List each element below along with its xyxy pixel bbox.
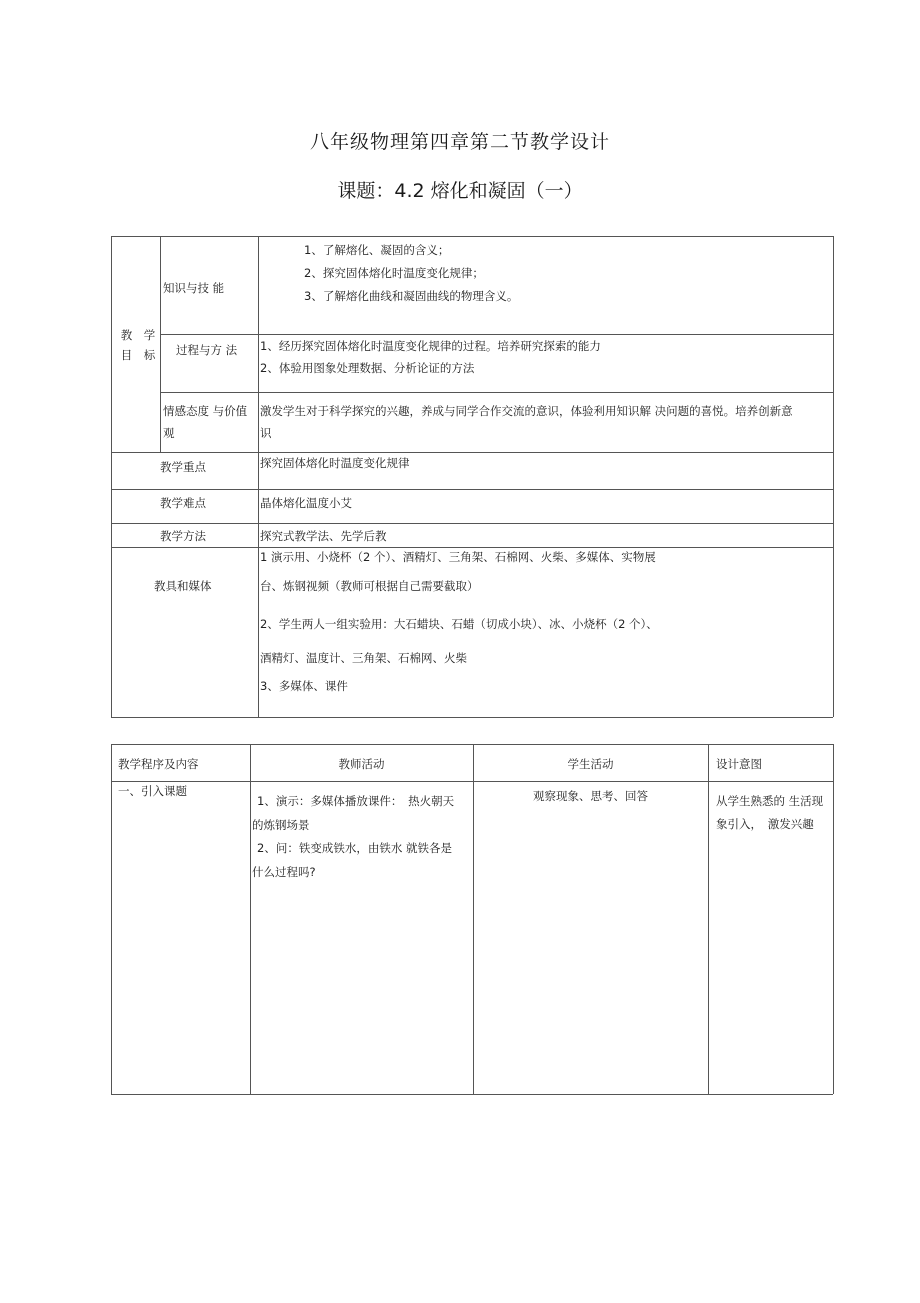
method-value: 探究式教学法、先学后教 <box>260 529 387 543</box>
process-content <box>260 335 601 379</box>
difficulty-value: 晶体熔化温度小艾 <box>260 496 352 510</box>
section-intro: 一、引入课题 <box>118 784 187 798</box>
objectives-label-line1: 教 学 <box>120 328 156 342</box>
emotion-content <box>260 400 793 444</box>
key-point-value: 探究固体熔化时温度变化规律 <box>260 456 410 470</box>
emotion-label-line2: 观 <box>163 426 175 440</box>
intent-line-2: 象引入， 激发兴趣 <box>716 817 814 831</box>
header-teacher: 教师活动 <box>338 757 385 771</box>
emotion-line-2: 识 <box>260 426 272 440</box>
design-intent <box>716 790 823 836</box>
media-content <box>260 549 658 694</box>
teacher-line-4: 什么过程吗? <box>252 864 316 879</box>
media-line-3: 2、学生两人一组实验用：大石蜡块、石蜡（切成小块）、冰、小烧杯（2 个）、 <box>260 617 658 631</box>
header-intent: 设计意图 <box>716 757 762 771</box>
process-line-2: 2、体验用图象处理数据、分析论证的方法 <box>260 361 475 375</box>
teacher-line-3: 2、问：铁变成铁水，由铁水 就铁各是 <box>257 841 452 855</box>
student-activity: 观察现象、思考、回答 <box>533 789 648 803</box>
emotion-line-1: 激发学生对于科学探究的兴趣，养成与同学合作交流的意识，体验利用知识解 决问题的喜悦。培养创新意 <box>260 404 793 418</box>
key-point-label: 教学重点 <box>160 460 206 474</box>
media-line-4: 酒精灯、温度计、三角架、石棉网、火柴 <box>260 651 467 665</box>
knowledge-label: 知识与技 能 <box>163 281 225 295</box>
intent-line-1: 从学生熟悉的 生活现 <box>716 794 824 808</box>
emotion-label <box>163 400 247 444</box>
knowledge-line-2: 2、探究固体熔化时温度变化规律； <box>304 266 484 280</box>
media-line-2: 台、炼钢视频（教师可根据自己需要截取） <box>260 579 479 593</box>
objectives-label <box>118 325 158 365</box>
teacher-activity <box>252 790 471 884</box>
teacher-line-1: 1、演示：多媒体播放课件： 热火朝天 <box>257 794 455 808</box>
document-title: 八年级物理第四章第二节教学设计 <box>309 131 610 153</box>
header-procedure: 教学程序及内容 <box>118 757 199 771</box>
process-line-1: 1、经历探究固体熔化时温度变化规律的过程。培养研究探索的能力 <box>260 339 601 353</box>
knowledge-line-3: 3、了解熔化曲线和凝固曲线的物理含义。 <box>304 289 519 303</box>
knowledge-content <box>304 239 518 308</box>
objectives-label-line2: 目 标 <box>120 348 156 362</box>
emotion-label-line1: 情感态度 与价值 <box>163 404 248 418</box>
teacher-line-2: 的炼钢场景 <box>252 817 310 832</box>
media-line-1: 1 演示用、小烧杯（2 个）、酒精灯、三角架、石棉网、火柴、多媒体、实物展 <box>260 550 656 564</box>
media-line-5: 3、多媒体、课件 <box>260 679 348 693</box>
difficulty-label: 教学难点 <box>160 496 206 510</box>
knowledge-line-1: 1、了解熔化、凝固的含义； <box>304 243 450 257</box>
media-label: 教具和媒体 <box>154 579 212 593</box>
lesson-subtitle: 课题：4.2 熔化和凝固（一） <box>337 180 583 202</box>
method-label: 教学方法 <box>160 529 206 543</box>
header-student: 学生活动 <box>567 757 614 771</box>
process-label: 过程与方 法 <box>176 343 238 357</box>
